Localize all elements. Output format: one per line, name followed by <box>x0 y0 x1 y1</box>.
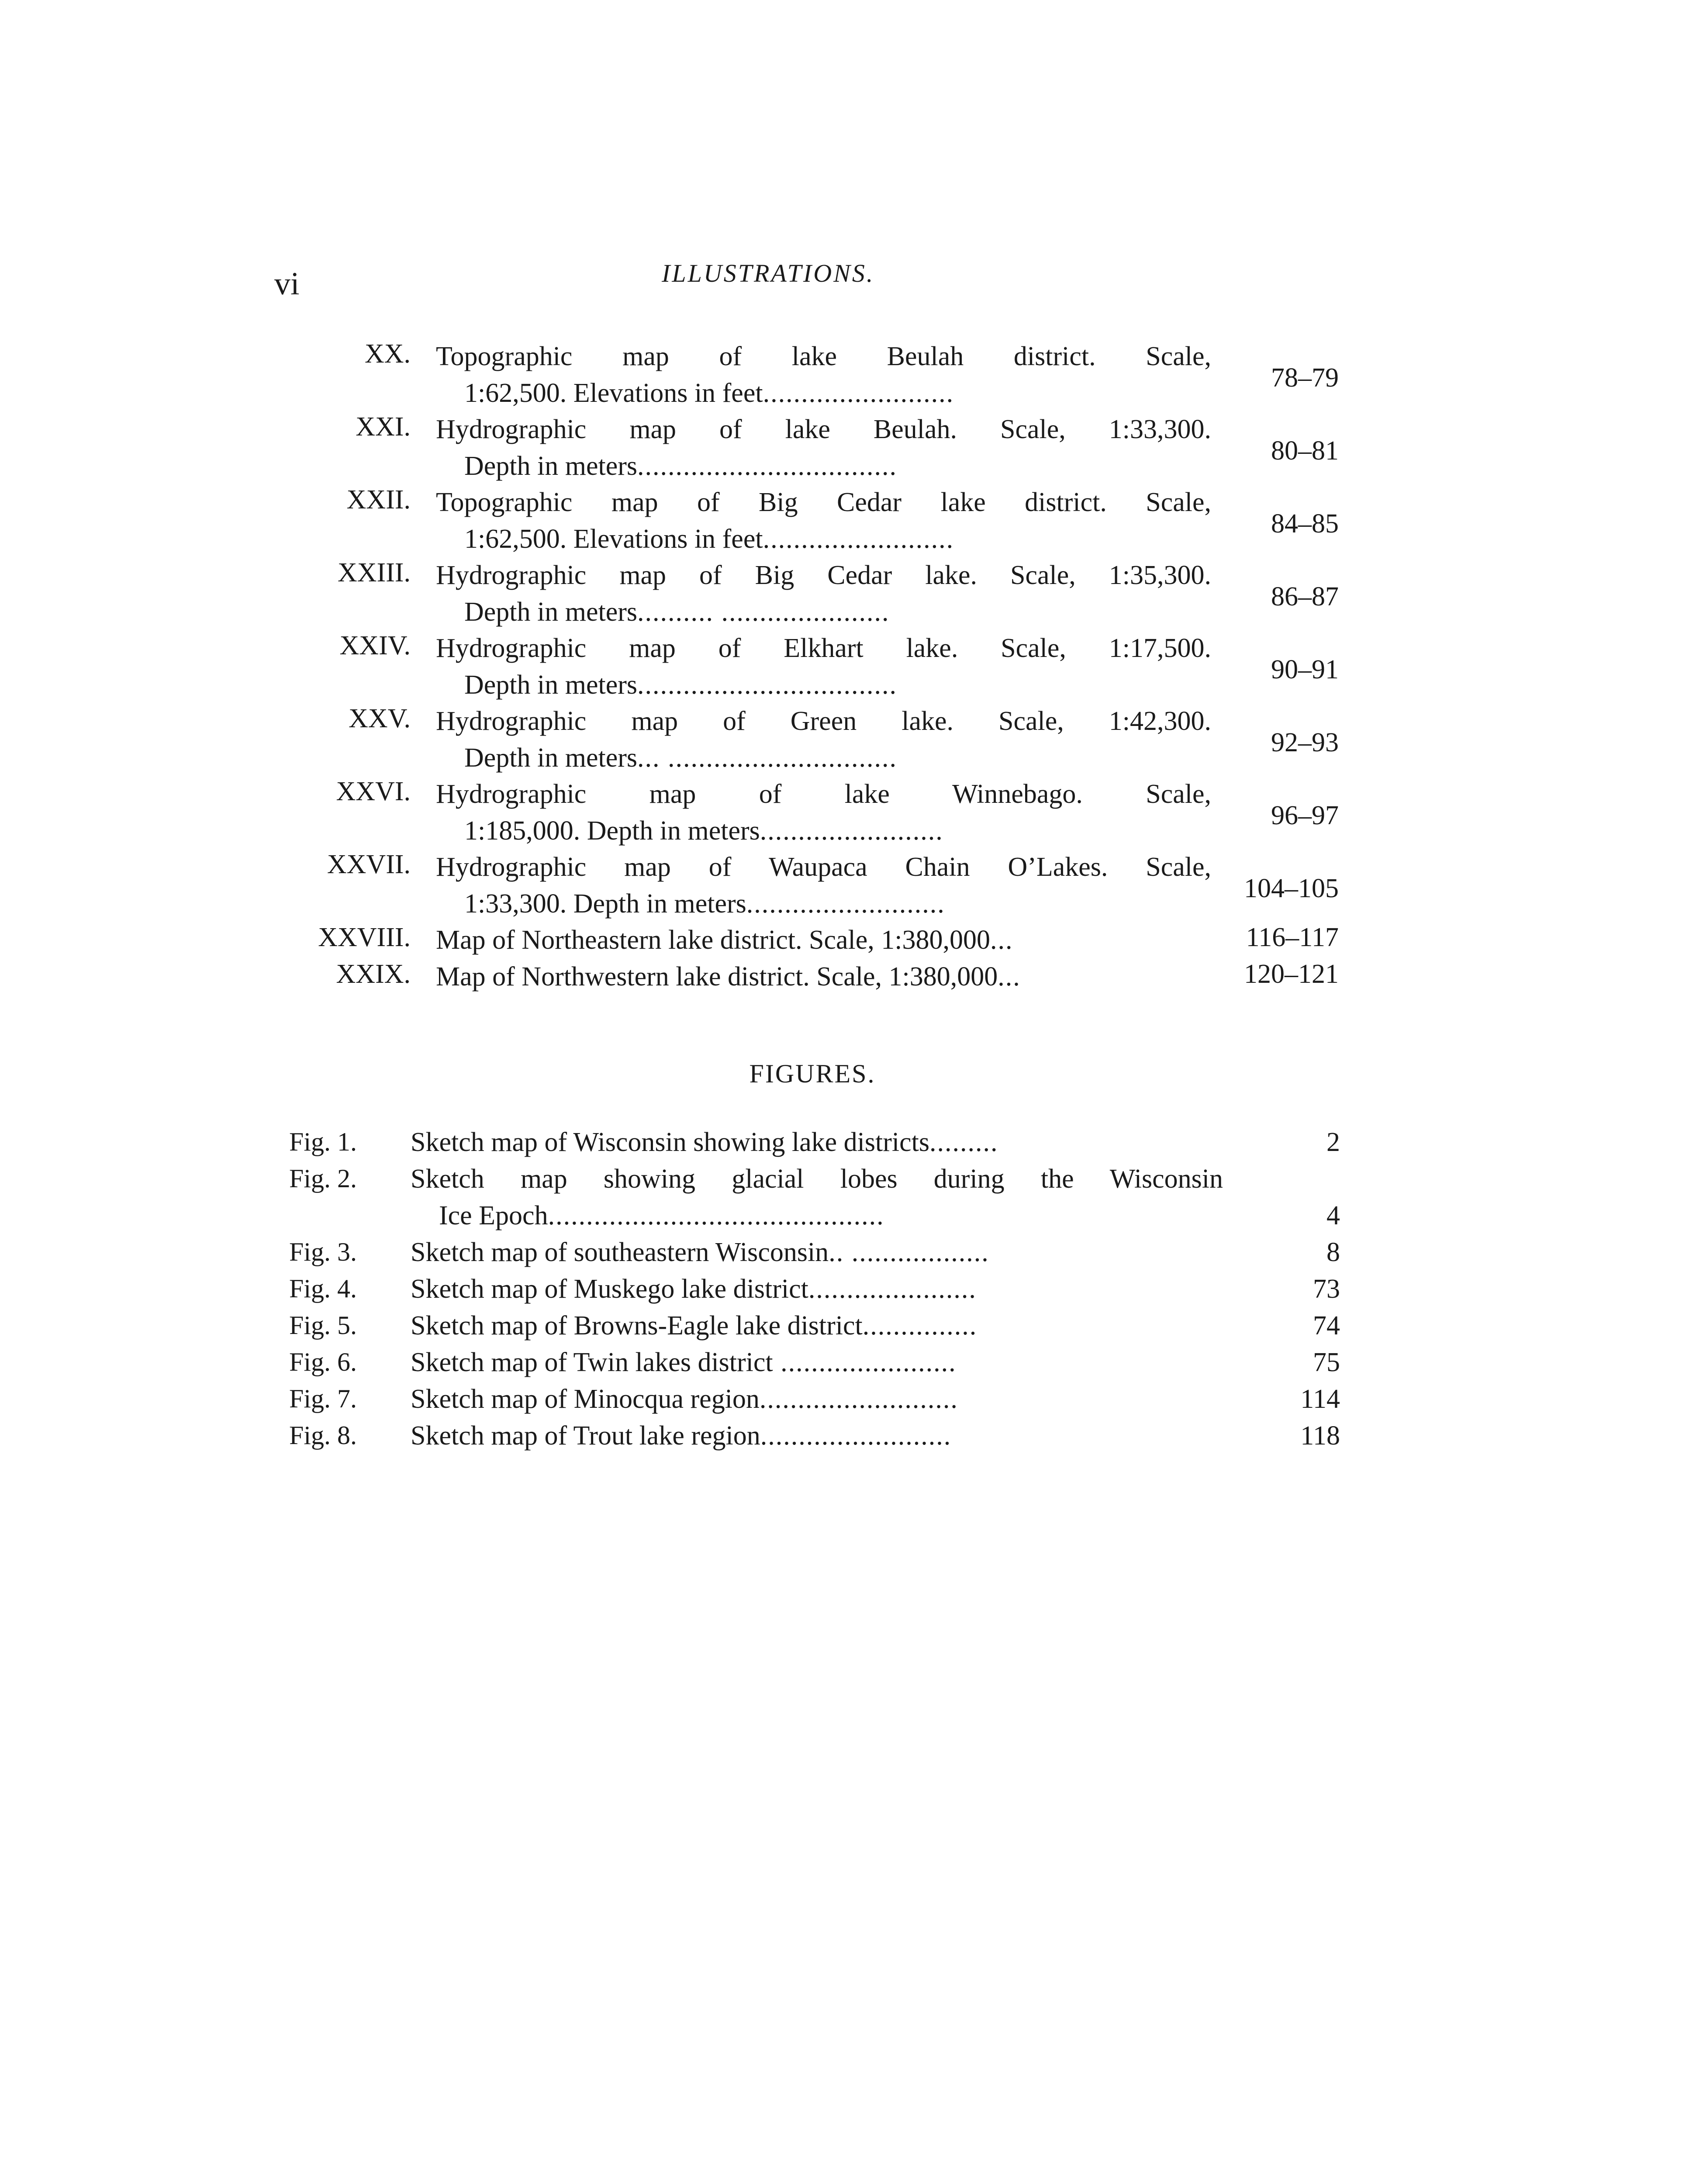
figure-description: Sketch map of southeastern Wisconsin.. .................. <box>411 1237 989 1267</box>
plate-pages: 92–93 <box>1271 728 1339 757</box>
plate-entry <box>0 959 1696 995</box>
plate-entry <box>0 557 1696 630</box>
figure-page: 75 <box>1313 1348 1340 1377</box>
plate-description-continued: 1:33,300. Depth in meters.......................... <box>464 889 945 919</box>
figure-page: 8 <box>1326 1237 1340 1267</box>
page-number: vi <box>274 266 300 302</box>
plate-numeral: XXIX. <box>336 959 411 989</box>
plate-pages: 120–121 <box>1244 959 1339 989</box>
figure-entry <box>0 1164 1696 1237</box>
running-head: ILLUSTRATIONS. <box>662 259 875 287</box>
plate-description-continued: 1:62,500. Elevations in feet......................... <box>464 524 954 554</box>
plate-description-continued: 1:62,500. Elevations in feet......................... <box>464 378 954 408</box>
plate-entry <box>0 703 1696 776</box>
plate-pages: 86–87 <box>1271 582 1339 612</box>
plate-description: Topographic map of lake Beulah district. Scale, <box>436 342 1211 371</box>
plate-description-continued: Depth in meters.................................. <box>464 670 898 700</box>
figure-description: Sketch map showing glacial lobes during the Wisconsin <box>411 1164 1223 1194</box>
plate-description: Topographic map of Big Cedar lake district. Scale, <box>436 487 1211 517</box>
figure-label: Fig. 4. <box>289 1274 357 1303</box>
plate-numeral: XXVIII. <box>318 923 411 952</box>
figure-entry <box>0 1127 1696 1164</box>
plate-entry <box>0 411 1696 484</box>
plate-numeral: XXIV. <box>339 631 411 660</box>
plate-entry <box>0 484 1696 557</box>
plate-entry <box>0 776 1696 849</box>
plate-pages: 116–117 <box>1246 923 1339 952</box>
figure-entry <box>0 1237 1696 1274</box>
figure-description: Sketch map of Muskego lake district...................... <box>411 1274 977 1304</box>
figure-description: Sketch map of Wisconsin showing lake districts......... <box>411 1127 998 1157</box>
plate-numeral: XXVII. <box>327 850 411 879</box>
figure-page: 118 <box>1300 1421 1340 1451</box>
figure-page: 74 <box>1313 1311 1340 1341</box>
plate-description: Hydrographic map of Big Cedar lake. Scale, 1:35,300. <box>436 560 1211 590</box>
plate-description: Hydrographic map of Green lake. Scale, 1:42,300. <box>436 706 1211 736</box>
plate-pages: 78–79 <box>1271 363 1339 393</box>
plate-entry <box>0 339 1696 411</box>
plates-list <box>0 339 1696 995</box>
plate-description: Hydrographic map of Elkhart lake. Scale, 1:17,500. <box>436 633 1211 663</box>
plate-description-continued: 1:185,000. Depth in meters........................ <box>464 816 943 846</box>
figure-page: 2 <box>1326 1127 1340 1157</box>
figure-entry <box>0 1310 1696 1347</box>
figure-label: Fig. 1. <box>289 1127 357 1156</box>
figures-heading: FIGURES. <box>749 1059 876 1088</box>
plate-pages: 84–85 <box>1271 509 1339 539</box>
figure-description: Sketch map of Twin lakes district ....................... <box>411 1348 957 1377</box>
plate-numeral: XX. <box>364 339 411 369</box>
plate-numeral: XXIII. <box>338 558 411 587</box>
plate-description: Hydrographic map of Waupaca Chain O’Lakes. Scale, <box>436 852 1211 882</box>
plate-pages: 90–91 <box>1271 655 1339 684</box>
figure-label: Fig. 2. <box>289 1164 357 1193</box>
plate-description: Map of Northwestern lake district. Scale, 1:380,000... <box>436 962 1021 992</box>
plate-numeral: XXII. <box>346 485 411 515</box>
figure-page: 73 <box>1313 1274 1340 1304</box>
plate-pages: 104–105 <box>1244 874 1339 903</box>
plate-pages: 96–97 <box>1271 801 1339 830</box>
plate-pages: 80–81 <box>1271 436 1339 466</box>
plate-description-continued: Depth in meters... .............................. <box>464 743 898 773</box>
figure-page: 4 <box>1326 1201 1340 1230</box>
figure-page: 114 <box>1300 1384 1340 1414</box>
figure-entry <box>0 1384 1696 1420</box>
plate-description: Hydrographic map of lake Winnebago. Scale, <box>436 779 1211 809</box>
figure-entry <box>0 1420 1696 1457</box>
plate-numeral: XXV. <box>349 704 411 733</box>
plate-entry <box>0 630 1696 703</box>
plate-description: Hydrographic map of lake Beulah. Scale, 1:33,300. <box>436 415 1211 444</box>
figures-list <box>0 1127 1696 1457</box>
figure-label: Fig. 7. <box>289 1384 357 1413</box>
plate-description-continued: Depth in meters.................................. <box>464 451 898 481</box>
plate-entry <box>0 849 1696 922</box>
figure-label: Fig. 3. <box>289 1237 357 1266</box>
figure-description: Sketch map of Minocqua region.......................... <box>411 1384 958 1414</box>
plate-numeral: XXVI. <box>336 777 411 806</box>
plate-numeral: XXI. <box>356 412 411 442</box>
figure-description-continued: Ice Epoch............................................ <box>439 1201 884 1230</box>
plate-description: Map of Northeastern lake district. Scale, 1:380,000... <box>436 925 1013 955</box>
plate-entry <box>0 922 1696 959</box>
figure-label: Fig. 6. <box>289 1348 357 1376</box>
figure-description: Sketch map of Trout lake region......................... <box>411 1421 952 1451</box>
figure-entry <box>0 1347 1696 1384</box>
figure-entry <box>0 1274 1696 1310</box>
plate-description-continued: Depth in meters.......... ...................... <box>464 597 890 627</box>
figure-label: Fig. 8. <box>289 1421 357 1450</box>
figure-description: Sketch map of Browns-Eagle lake district............... <box>411 1311 978 1341</box>
figure-label: Fig. 5. <box>289 1311 357 1340</box>
